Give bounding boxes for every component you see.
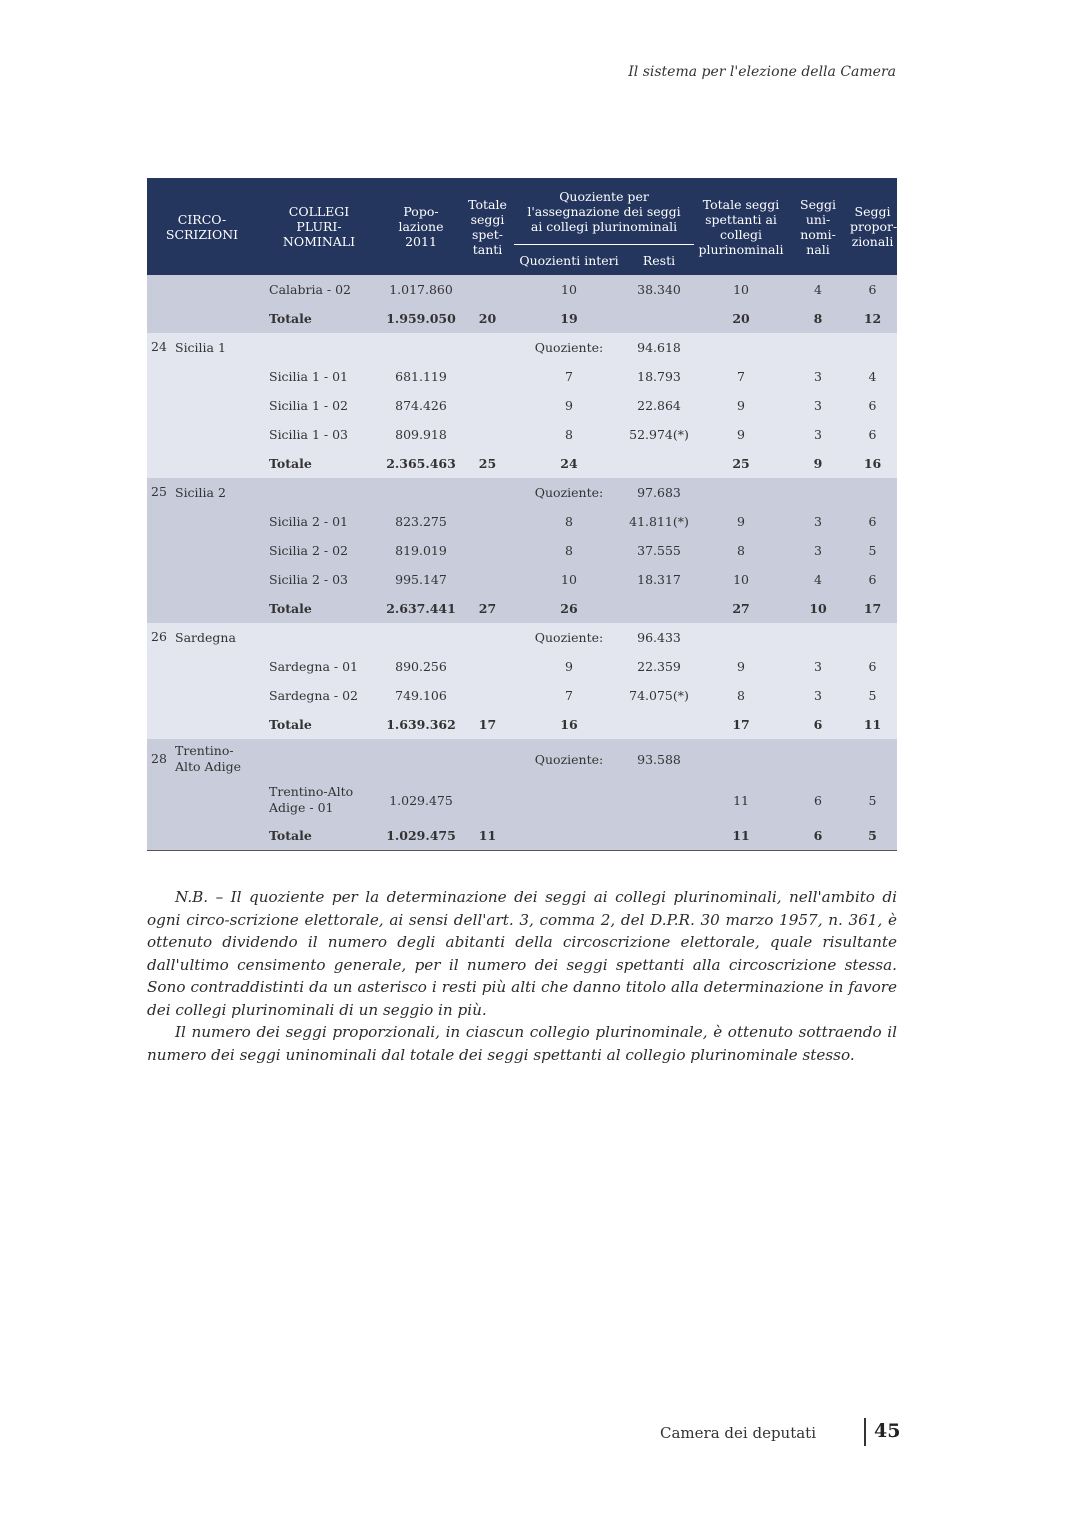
cell-uni: 4 [788,275,848,304]
table-row [147,275,897,304]
cell-pop: 819.019 [381,536,461,565]
cell-resti [624,594,694,623]
cell-circoscrizione [147,821,257,850]
table-row [147,507,897,536]
circoscrizione-name: Sicilia 1 [175,340,226,356]
cell-resti: 97.683 [624,478,694,507]
seat-allocation-table [147,178,897,850]
circoscrizione-name: Sicilia 2 [175,485,226,501]
cell-circoscrizione [147,739,257,779]
cell-uni: 4 [788,565,848,594]
header-seggi-proporzionali: Seggi propor-zionali [848,178,897,275]
cell-resti: 52.974(*) [624,420,694,449]
cell-qi: 24 [514,449,624,478]
cell-resti: 37.555 [624,536,694,565]
header-popolazione: Popo-lazione 2011 [381,178,461,275]
cell-qi: 10 [514,275,624,304]
cell-uni: 3 [788,391,848,420]
header-circoscrizioni: CIRCO-SCRIZIONI [147,178,257,275]
cell-collegio: Sicilia 1 - 03 [257,420,381,449]
table-row [147,565,897,594]
cell-uni: 9 [788,449,848,478]
footnote [147,886,897,1066]
cell-prop [848,333,897,362]
cell-qi [514,821,624,850]
cell-resti: 18.317 [624,565,694,594]
cell-tot: 25 [461,449,514,478]
cell-collegio: Sicilia 1 - 01 [257,362,381,391]
footer-divider [864,1418,866,1446]
cell-collegio: Totale [257,594,381,623]
cell-tsc: 10 [694,565,788,594]
cell-collegio: Calabria - 02 [257,275,381,304]
header-totale-seggi-collegi: Totale seggi spettanti ai collegi plurinominali [694,178,788,275]
cell-resti: 18.793 [624,362,694,391]
cell-collegio: Sicilia 2 - 02 [257,536,381,565]
cell-qi: Quoziente: [514,739,624,779]
cell-prop: 6 [848,275,897,304]
cell-collegio: Sicilia 2 - 01 [257,507,381,536]
cell-qi: 26 [514,594,624,623]
cell-qi: Quoziente: [514,478,624,507]
cell-circoscrizione [147,710,257,739]
cell-resti: 38.340 [624,275,694,304]
cell-prop: 6 [848,652,897,681]
cell-uni [788,623,848,652]
cell-tot [461,652,514,681]
cell-qi: 8 [514,420,624,449]
cell-uni: 3 [788,420,848,449]
cell-prop: 5 [848,681,897,710]
cell-qi [514,779,624,821]
cell-tot [461,478,514,507]
cell-tsc: 11 [694,779,788,821]
table-row [147,420,897,449]
cell-tot [461,565,514,594]
cell-qi: 8 [514,536,624,565]
cell-tot: 17 [461,710,514,739]
header-collegi: COLLEGI PLURI-NOMINALI [257,178,381,275]
footnote-paragraph-2: Il numero dei seggi proporzionali, in ciascun collegio plurinominale, è ottenuto sottraendo il numero dei seggi uninominali dal totale dei seggi spettanti al collegio plurinominale stesso. [147,1023,897,1064]
cell-circoscrizione [147,652,257,681]
table-row [147,304,897,333]
footnote-paragraph-1: N.B. – Il quoziente per la determinazione dei seggi ai collegi plurinominali, nell'ambito di ogni circo-scrizione elettorale, ai sensi dell'art. 3, comma 2, del D.P.R. 30 marzo 1957, n. 361, è ottenuto dividendo il numero degli abitanti della circoscrizione elettorale, quale risultante dall'ultimo censimento generale, per il numero dei seggi spettanti alla circoscrizione stessa. Sono contraddistinti da un asterisco i resti più alti che danno titolo alla determinazione in favore dei collegi plurinominali di un seggio in più. [147,888,897,1019]
cell-prop: 6 [848,507,897,536]
table-row [147,536,897,565]
cell-prop: 5 [848,536,897,565]
cell-resti: 96.433 [624,623,694,652]
cell-tsc: 9 [694,391,788,420]
cell-collegio: Trentino-Alto Adige - 01 [257,779,381,821]
cell-tsc: 9 [694,420,788,449]
cell-qi: 16 [514,710,624,739]
cell-prop: 5 [848,779,897,821]
cell-circoscrizione [147,333,257,362]
cell-tot: 11 [461,821,514,850]
cell-circoscrizione [147,275,257,304]
cell-prop: 5 [848,821,897,850]
cell-collegio: Totale [257,710,381,739]
cell-qi: 10 [514,565,624,594]
circoscrizione-name: Trentino-Alto Adige [175,743,241,774]
cell-collegio [257,478,381,507]
cell-prop: 6 [848,565,897,594]
header-totale-seggi-spettanti: Totale seggi spet-tanti [461,178,514,275]
cell-circoscrizione [147,565,257,594]
cell-circoscrizione [147,507,257,536]
cell-tot [461,362,514,391]
cell-pop: 1.029.475 [381,779,461,821]
cell-qi: Quoziente: [514,333,624,362]
header-quozienti-interi: Quozienti interi [514,245,624,276]
cell-prop: 16 [848,449,897,478]
cell-tot [461,623,514,652]
cell-prop [848,739,897,779]
cell-uni: 6 [788,821,848,850]
cell-circoscrizione [147,478,257,507]
cell-circoscrizione [147,304,257,333]
cell-resti [624,821,694,850]
page-number: 45 [874,1420,901,1442]
cell-tsc: 9 [694,652,788,681]
table-row [147,333,897,362]
cell-uni: 3 [788,507,848,536]
circoscrizione-number: 24 [151,339,167,355]
cell-uni: 3 [788,536,848,565]
cell-tsc: 11 [694,821,788,850]
cell-tsc: 20 [694,304,788,333]
cell-prop [848,478,897,507]
cell-uni [788,333,848,362]
header-resti: Resti [624,245,694,276]
cell-tot: 27 [461,594,514,623]
cell-pop [381,623,461,652]
cell-tsc: 7 [694,362,788,391]
cell-pop: 1.017.860 [381,275,461,304]
circoscrizione-number: 28 [151,750,167,766]
cell-tot [461,391,514,420]
cell-prop: 17 [848,594,897,623]
cell-resti: 94.618 [624,333,694,362]
cell-circoscrizione [147,391,257,420]
table-row [147,391,897,420]
cell-resti: 41.811(*) [624,507,694,536]
cell-collegio [257,333,381,362]
table-row [147,739,897,779]
cell-prop: 6 [848,391,897,420]
cell-uni [788,478,848,507]
table-row [147,681,897,710]
cell-prop: 6 [848,420,897,449]
cell-collegio: Sardegna - 01 [257,652,381,681]
cell-tot [461,779,514,821]
cell-prop: 4 [848,362,897,391]
cell-tsc: 8 [694,536,788,565]
cell-pop [381,739,461,779]
cell-tot [461,333,514,362]
cell-pop: 809.918 [381,420,461,449]
cell-uni: 8 [788,304,848,333]
cell-tsc: 27 [694,594,788,623]
cell-resti: 22.359 [624,652,694,681]
cell-circoscrizione [147,420,257,449]
cell-uni: 6 [788,779,848,821]
table-row [147,710,897,739]
cell-tot [461,507,514,536]
cell-pop: 1.639.362 [381,710,461,739]
cell-pop: 681.119 [381,362,461,391]
cell-collegio: Totale [257,821,381,850]
cell-uni: 3 [788,652,848,681]
cell-collegio: Totale [257,449,381,478]
cell-pop: 2.637.441 [381,594,461,623]
cell-uni: 3 [788,681,848,710]
cell-resti [624,779,694,821]
cell-circoscrizione [147,779,257,821]
cell-circoscrizione [147,449,257,478]
cell-circoscrizione [147,362,257,391]
cell-tsc [694,739,788,779]
cell-resti: 22.864 [624,391,694,420]
header-seggi-uninominali: Seggi uni-nomi-nali [788,178,848,275]
cell-resti [624,304,694,333]
cell-collegio: Totale [257,304,381,333]
table-row [147,449,897,478]
cell-qi: 7 [514,681,624,710]
table-row [147,478,897,507]
cell-qi: 9 [514,391,624,420]
footer-label: Camera dei deputati [660,1424,816,1442]
table-row [147,362,897,391]
cell-tot [461,275,514,304]
cell-uni: 10 [788,594,848,623]
cell-pop: 1.029.475 [381,821,461,850]
cell-uni [788,739,848,779]
cell-pop: 995.147 [381,565,461,594]
circoscrizione-name: Sardegna [175,630,236,646]
table-row [147,779,897,821]
cell-tsc [694,478,788,507]
cell-qi: Quoziente: [514,623,624,652]
header-quoziente-group: Quoziente per l'assegnazione dei seggi ai collegi plurinominali [514,178,694,245]
cell-circoscrizione [147,623,257,652]
cell-pop: 874.426 [381,391,461,420]
table-row [147,623,897,652]
cell-tot [461,681,514,710]
cell-tsc [694,623,788,652]
cell-prop: 12 [848,304,897,333]
cell-pop [381,333,461,362]
cell-pop: 823.275 [381,507,461,536]
cell-resti [624,710,694,739]
cell-prop [848,623,897,652]
cell-uni: 6 [788,710,848,739]
cell-resti: 74.075(*) [624,681,694,710]
cell-pop: 890.256 [381,652,461,681]
cell-pop: 2.365.463 [381,449,461,478]
circoscrizione-number: 26 [151,629,167,645]
cell-circoscrizione [147,594,257,623]
cell-uni: 3 [788,362,848,391]
cell-tot: 20 [461,304,514,333]
running-head: Il sistema per l'elezione della Camera [628,64,896,80]
cell-collegio: Sicilia 2 - 03 [257,565,381,594]
cell-resti [624,449,694,478]
table-row [147,652,897,681]
cell-prop: 11 [848,710,897,739]
cell-collegio [257,623,381,652]
cell-qi: 8 [514,507,624,536]
cell-collegio: Sardegna - 02 [257,681,381,710]
cell-tot [461,420,514,449]
table-row [147,821,897,850]
cell-qi: 9 [514,652,624,681]
cell-collegio [257,739,381,779]
circoscrizione-number: 25 [151,484,167,500]
cell-resti: 93.588 [624,739,694,779]
table-row [147,594,897,623]
cell-circoscrizione [147,536,257,565]
cell-tsc: 8 [694,681,788,710]
cell-qi: 7 [514,362,624,391]
cell-tsc [694,333,788,362]
cell-circoscrizione [147,681,257,710]
cell-qi: 19 [514,304,624,333]
cell-collegio: Sicilia 1 - 02 [257,391,381,420]
cell-pop: 1.959.050 [381,304,461,333]
table-body [147,275,897,850]
cell-pop: 749.106 [381,681,461,710]
cell-tsc: 25 [694,449,788,478]
cell-pop [381,478,461,507]
cell-tot [461,739,514,779]
table-bottom-rule [147,850,897,851]
cell-tsc: 10 [694,275,788,304]
cell-tot [461,536,514,565]
cell-tsc: 17 [694,710,788,739]
cell-tsc: 9 [694,507,788,536]
